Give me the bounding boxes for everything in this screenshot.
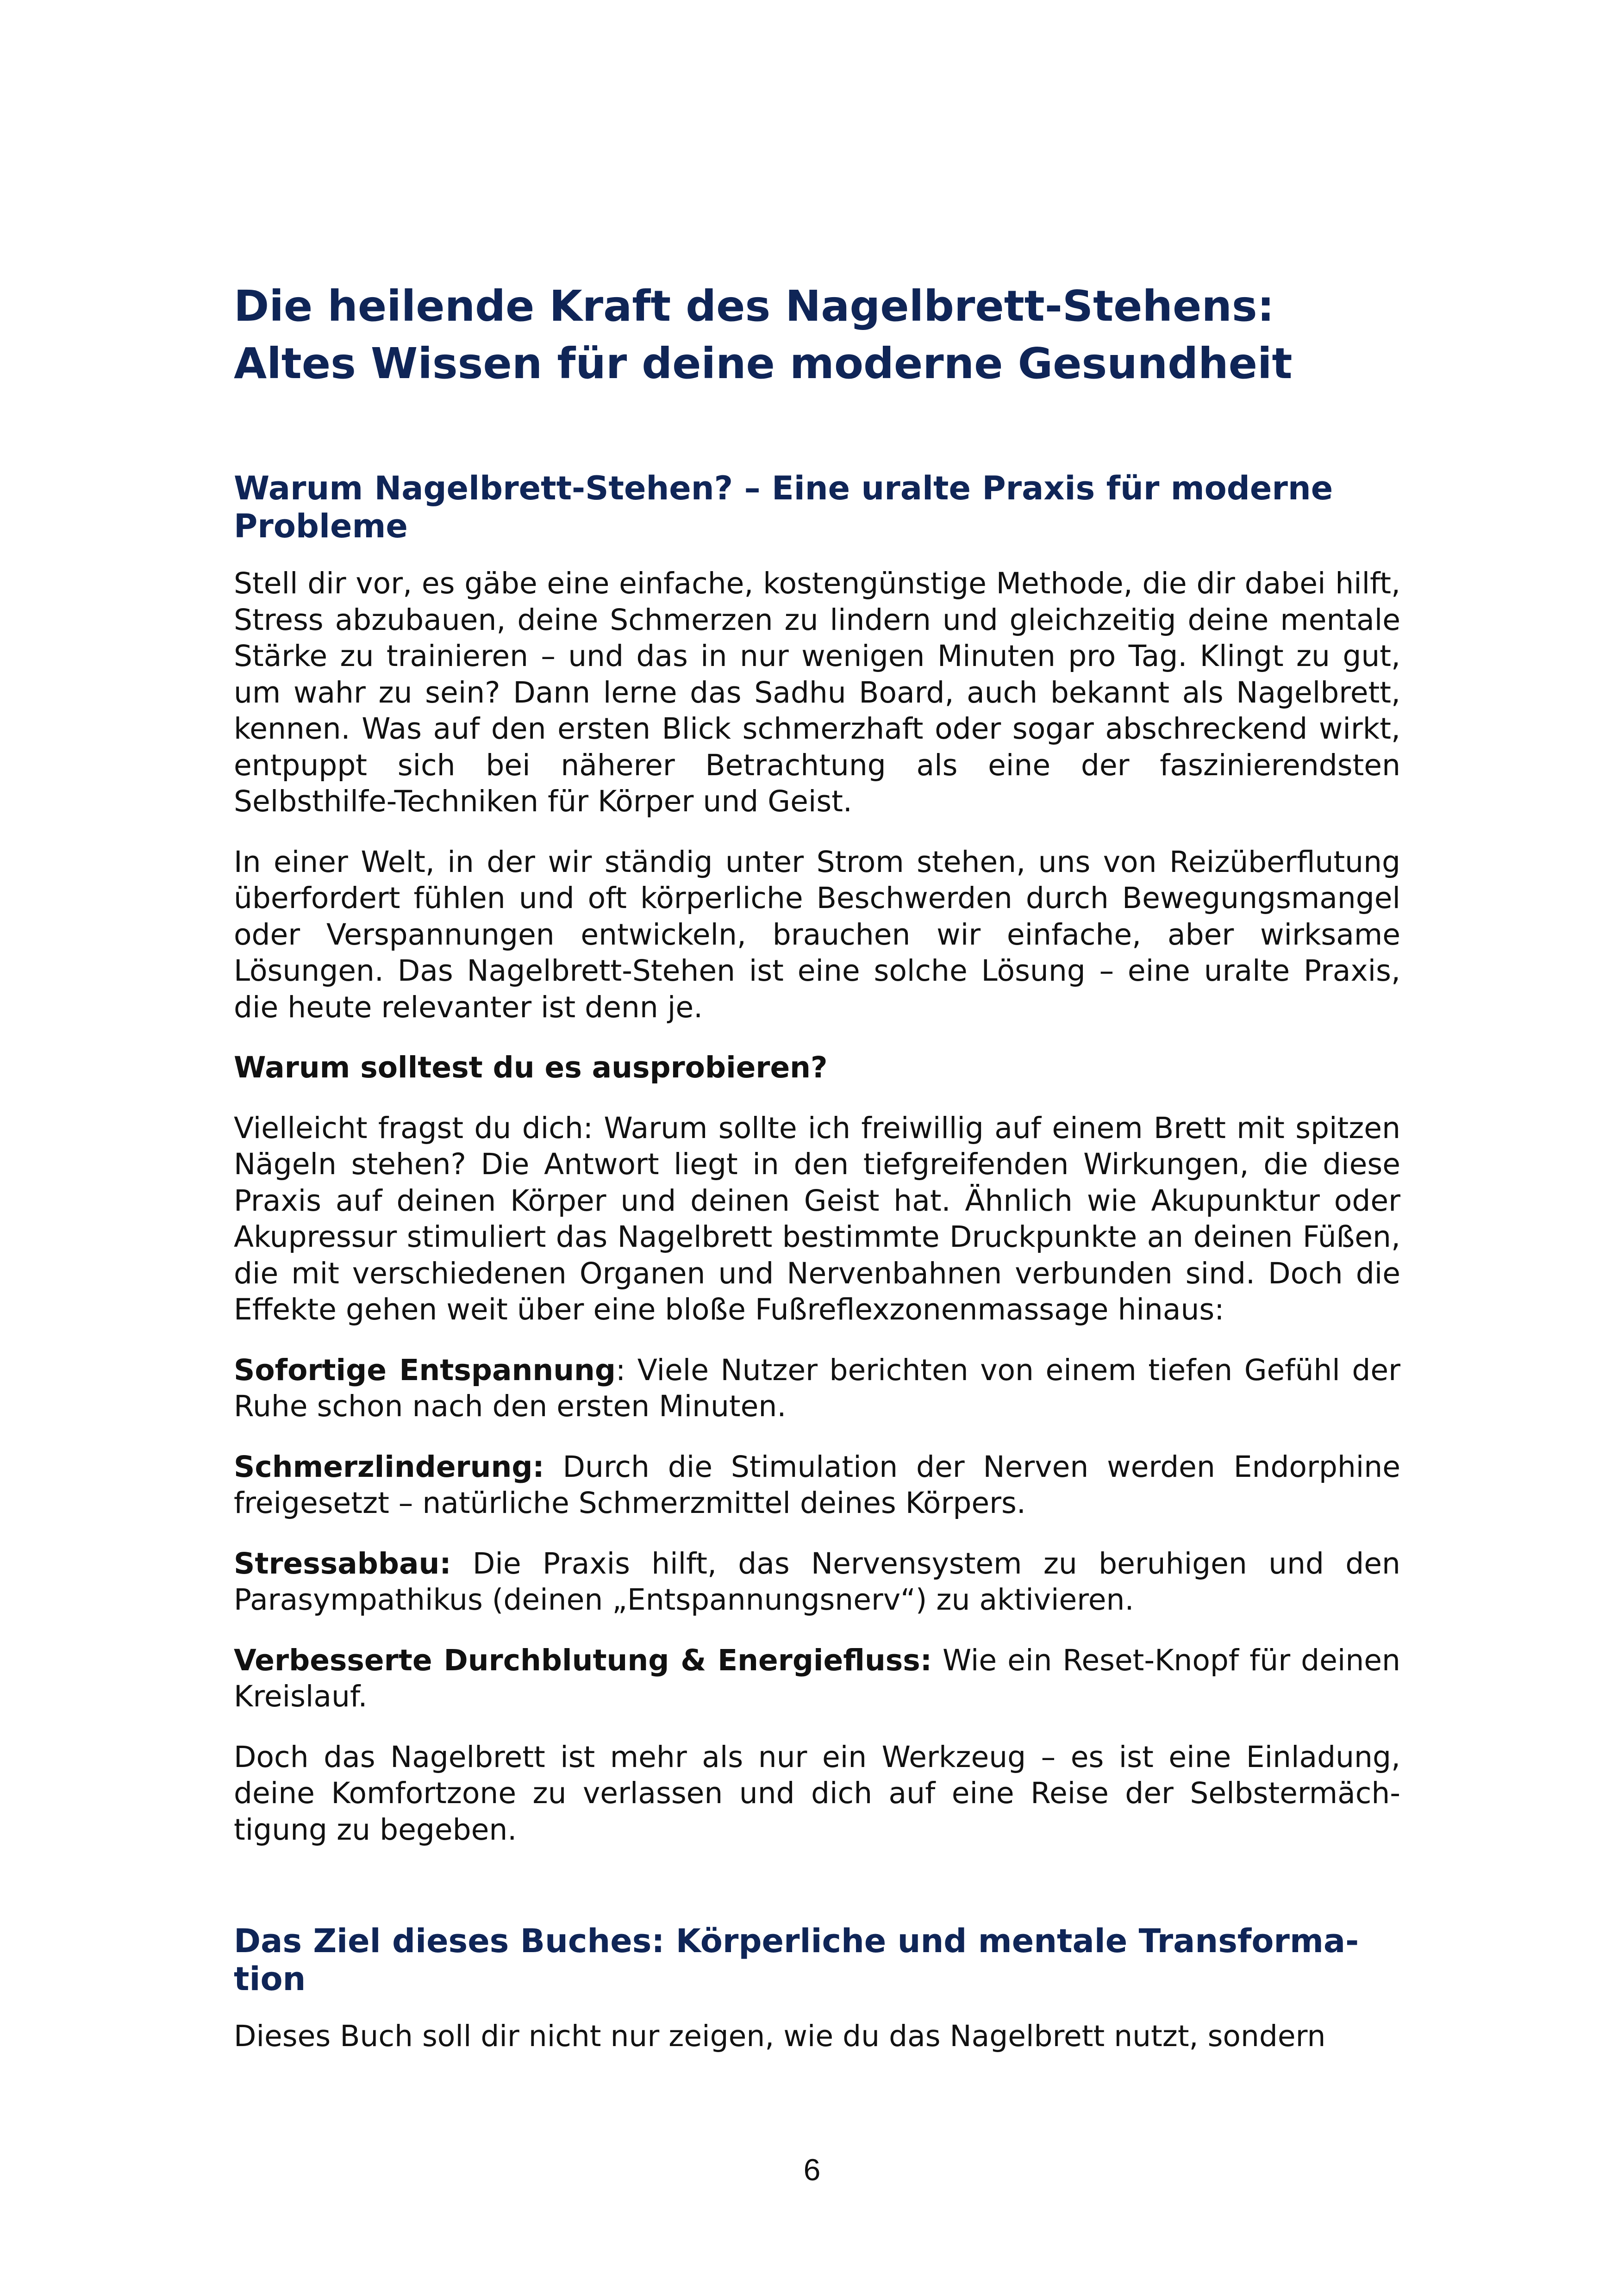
- page-title-line-1: Die heilende Kraft des Nagelbrett-Stehens:: [234, 281, 1274, 331]
- benefit-label: Stressabbau:: [234, 1546, 451, 1580]
- section-heading-why-nailboard: [234, 469, 1400, 545]
- explanation-paragraph: Vielleicht fragst du dich: Warum sollte ich freiwillig auf einem Brett mit spitzen Nägeln stehen? Die Antwort liegt in den tiefgreifenden Wirkungen, die diese Praxis auf deinen Körper und deinen Geist hat. Ähnlich wie Akupunktur oder Akupressur stimuliert das Nagelbrett bestimmte Druckpunkte an deinen Füßen, die mit verschiedenen Organen und Nervenbahnen verbunden sind. Doch die Effekte gehen weit über eine bloße Fußreflexzonenmassage hinaus:: [234, 1111, 1400, 1326]
- section-heading-book-goal: [234, 1922, 1400, 1998]
- invitation-paragraph: Doch das Nagelbrett ist mehr als nur ein Werkzeug – es ist eine Einladung, deine Komfortzone zu verlassen und dich auf eine Reise der Selbstermächtigung zu begeben.: [234, 1740, 1400, 1847]
- benefit-item: [234, 1643, 1400, 1715]
- benefit-item: [234, 1352, 1400, 1425]
- benefit-label: Verbesserte Durchblutung & Energiefluss:: [234, 1643, 932, 1677]
- section-heading-line-2: tion: [234, 1960, 306, 1998]
- page-content: [234, 278, 1400, 2079]
- benefit-label: Schmerzlinderung:: [234, 1450, 544, 1484]
- context-paragraph: In einer Welt, in der wir ständig unter Strom stehen, uns von Reizüberflutung überfordert fühlen und oft körperliche Beschwerden durch Bewegungsmangel oder Verspannungen entwickeln, brauchen wir einfache, aber wirksame Lösungen. Das Nagelbrett-Stehen ist eine solche Lösung – eine uralte Praxis, die heute relevanter ist denn je.: [234, 845, 1400, 1024]
- subheading-why-try: Warum solltest du es ausprobieren?: [234, 1051, 828, 1084]
- goal-paragraph: Dieses Buch soll dir nicht nur zeigen, wie du das Nagelbrett nutzt, sondern: [234, 2019, 1326, 2053]
- benefit-label: Sofortige Entspannung: [234, 1353, 616, 1387]
- page-number: 6: [803, 2153, 821, 2187]
- benefit-item: [234, 1546, 1400, 1618]
- section-heading-line-1: Warum Nagelbrett-Stehen? – Eine uralte Praxis für moderne: [234, 469, 1333, 507]
- page-title-line-2: Altes Wissen für deine moderne Gesundheit: [234, 339, 1293, 388]
- benefit-item: [234, 1449, 1400, 1522]
- section-heading-line-1: Das Ziel dieses Buches: Körperliche und mentale Transforma-: [234, 1922, 1359, 1960]
- benefit-text: Durch die Stimulation der Nerven werden Endorphine freigesetzt – natürliche Schmerzmittel deines Körpers.: [234, 1450, 1400, 1520]
- page-title: [234, 278, 1400, 392]
- benefit-text: Die Praxis hilft, das Nervensystem zu beruhigen und den Parasympathikus (deinen „Entspannungsnerv“) zu aktivieren.: [234, 1546, 1400, 1617]
- benefit-text: : Viele Nutzer berichten von einem tiefen Gefühl der Ruhe schon nach den ersten Minuten.: [234, 1353, 1400, 1423]
- intro-paragraph: Stell dir vor, es gäbe eine einfache, kostengünstige Methode, die dir dabei hilft, Stress abzubauen, deine Schmerzen zu lindern und gleichzeitig deine mentale Stärke zu trainieren – und das in nur wenigen Minuten pro Tag. Klingt zu gut, um wahr zu sein? Dann lerne das Sadhu Board, auch bekannt als Nagelbrett, kennen. Was auf den ersten Blick schmerzhaft oder sogar abschreckend wirkt, entpuppt sich bei näherer Betrachtung als eine der faszinierendsten Selbsthilfe-Techniken für Körper und Geist.: [234, 566, 1400, 818]
- benefit-text: Wie ein Reset-Knopf für deinen Kreislauf.: [234, 1643, 1400, 1713]
- section-heading-line-2: Probleme: [234, 507, 408, 545]
